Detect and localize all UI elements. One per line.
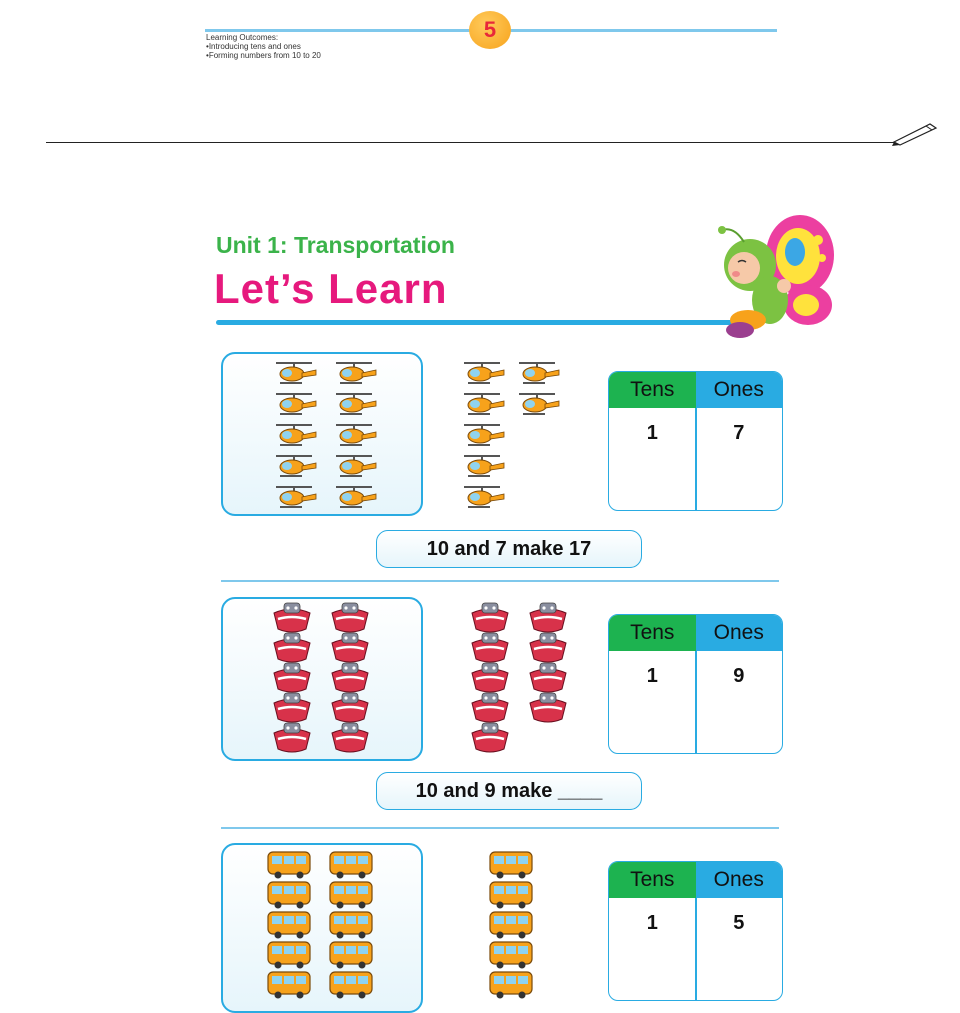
helicopter-extra-group bbox=[455, 355, 575, 515]
number-sentence: 10 and 7 make 17 bbox=[376, 530, 642, 568]
place-value-table bbox=[608, 614, 783, 754]
helicopter-icon bbox=[276, 425, 316, 445]
ship-icon bbox=[530, 633, 566, 662]
helicopter-icon bbox=[276, 487, 316, 507]
outcome-item: • Forming numbers from 10 to 20 bbox=[206, 51, 321, 60]
helicopter-icon bbox=[519, 394, 559, 414]
section-divider bbox=[46, 142, 906, 143]
outcomes-title: Learning Outcomes: bbox=[206, 33, 279, 42]
helicopter-icon bbox=[276, 394, 316, 414]
page-number-badge: 5 bbox=[469, 11, 511, 49]
helicopter-icon bbox=[519, 363, 559, 383]
ship-icon bbox=[472, 603, 508, 632]
bus-icon bbox=[268, 912, 310, 939]
bus-icon bbox=[490, 942, 532, 969]
learning-outcomes bbox=[206, 33, 321, 60]
ship-extra-group bbox=[460, 599, 580, 759]
ship-icon bbox=[274, 603, 310, 632]
helicopter-ten-group bbox=[262, 355, 392, 515]
helicopter-icon bbox=[336, 394, 376, 414]
tens-value: 1 bbox=[646, 665, 658, 687]
ship-icon bbox=[274, 663, 310, 692]
bus-icon bbox=[330, 852, 372, 879]
ship-icon bbox=[332, 603, 368, 632]
ones-value: 7 bbox=[733, 422, 745, 444]
bus-icon bbox=[330, 882, 372, 909]
bus-ten-group bbox=[262, 848, 392, 1000]
ship-icon bbox=[274, 633, 310, 662]
ones-header: Ones bbox=[696, 372, 783, 408]
bus-icon bbox=[490, 882, 532, 909]
helicopter-icon bbox=[276, 456, 316, 476]
ship-ten-group bbox=[262, 599, 392, 759]
ones-header: Ones bbox=[696, 615, 783, 651]
ship-icon bbox=[332, 693, 368, 722]
bus-extra-group bbox=[480, 848, 560, 1000]
row-separator bbox=[221, 580, 779, 582]
bus-icon bbox=[330, 972, 372, 999]
bus-icon bbox=[330, 912, 372, 939]
helicopter-icon bbox=[336, 363, 376, 383]
tens-value: 1 bbox=[646, 422, 658, 444]
ship-icon bbox=[332, 633, 368, 662]
ones-value: 9 bbox=[733, 665, 745, 687]
bus-icon bbox=[268, 882, 310, 909]
ship-icon bbox=[332, 663, 368, 692]
title-underline bbox=[216, 320, 736, 325]
place-value-table bbox=[608, 861, 783, 1001]
bus-icon bbox=[490, 972, 532, 999]
butterfly-mascot-illustration bbox=[700, 210, 840, 345]
bus-icon bbox=[330, 942, 372, 969]
pencil-icon bbox=[890, 118, 940, 148]
ones-value: 5 bbox=[733, 912, 745, 934]
row-separator bbox=[221, 827, 779, 829]
ship-icon bbox=[530, 693, 566, 722]
helicopter-icon bbox=[464, 487, 504, 507]
lesson-title: Let’s Learn bbox=[214, 265, 448, 312]
tens-value: 1 bbox=[646, 912, 658, 934]
bus-icon bbox=[268, 852, 310, 879]
helicopter-icon bbox=[276, 363, 316, 383]
ship-icon bbox=[472, 663, 508, 692]
ship-icon bbox=[274, 693, 310, 722]
helicopter-icon bbox=[336, 487, 376, 507]
bus-icon bbox=[268, 942, 310, 969]
helicopter-icon bbox=[336, 425, 376, 445]
tens-header: Tens bbox=[609, 862, 696, 898]
unit-title: Unit 1: Transportation bbox=[216, 232, 455, 258]
place-value-table bbox=[608, 371, 783, 511]
ship-icon bbox=[332, 723, 368, 752]
ship-icon bbox=[530, 603, 566, 632]
ship-icon bbox=[530, 663, 566, 692]
bus-icon bbox=[268, 972, 310, 999]
tens-header: Tens bbox=[609, 615, 696, 651]
ones-header: Ones bbox=[696, 862, 783, 898]
helicopter-icon bbox=[464, 363, 504, 383]
helicopter-icon bbox=[464, 456, 504, 476]
bus-icon bbox=[490, 912, 532, 939]
ship-icon bbox=[472, 723, 508, 752]
outcome-item: • Introducing tens and ones bbox=[206, 42, 321, 51]
bus-icon bbox=[490, 852, 532, 879]
number-sentence: 10 and 9 make ____ bbox=[376, 772, 642, 810]
ship-icon bbox=[472, 633, 508, 662]
tens-header: Tens bbox=[609, 372, 696, 408]
helicopter-icon bbox=[464, 394, 504, 414]
helicopter-icon bbox=[464, 425, 504, 445]
ship-icon bbox=[472, 693, 508, 722]
ship-icon bbox=[274, 723, 310, 752]
helicopter-icon bbox=[336, 456, 376, 476]
